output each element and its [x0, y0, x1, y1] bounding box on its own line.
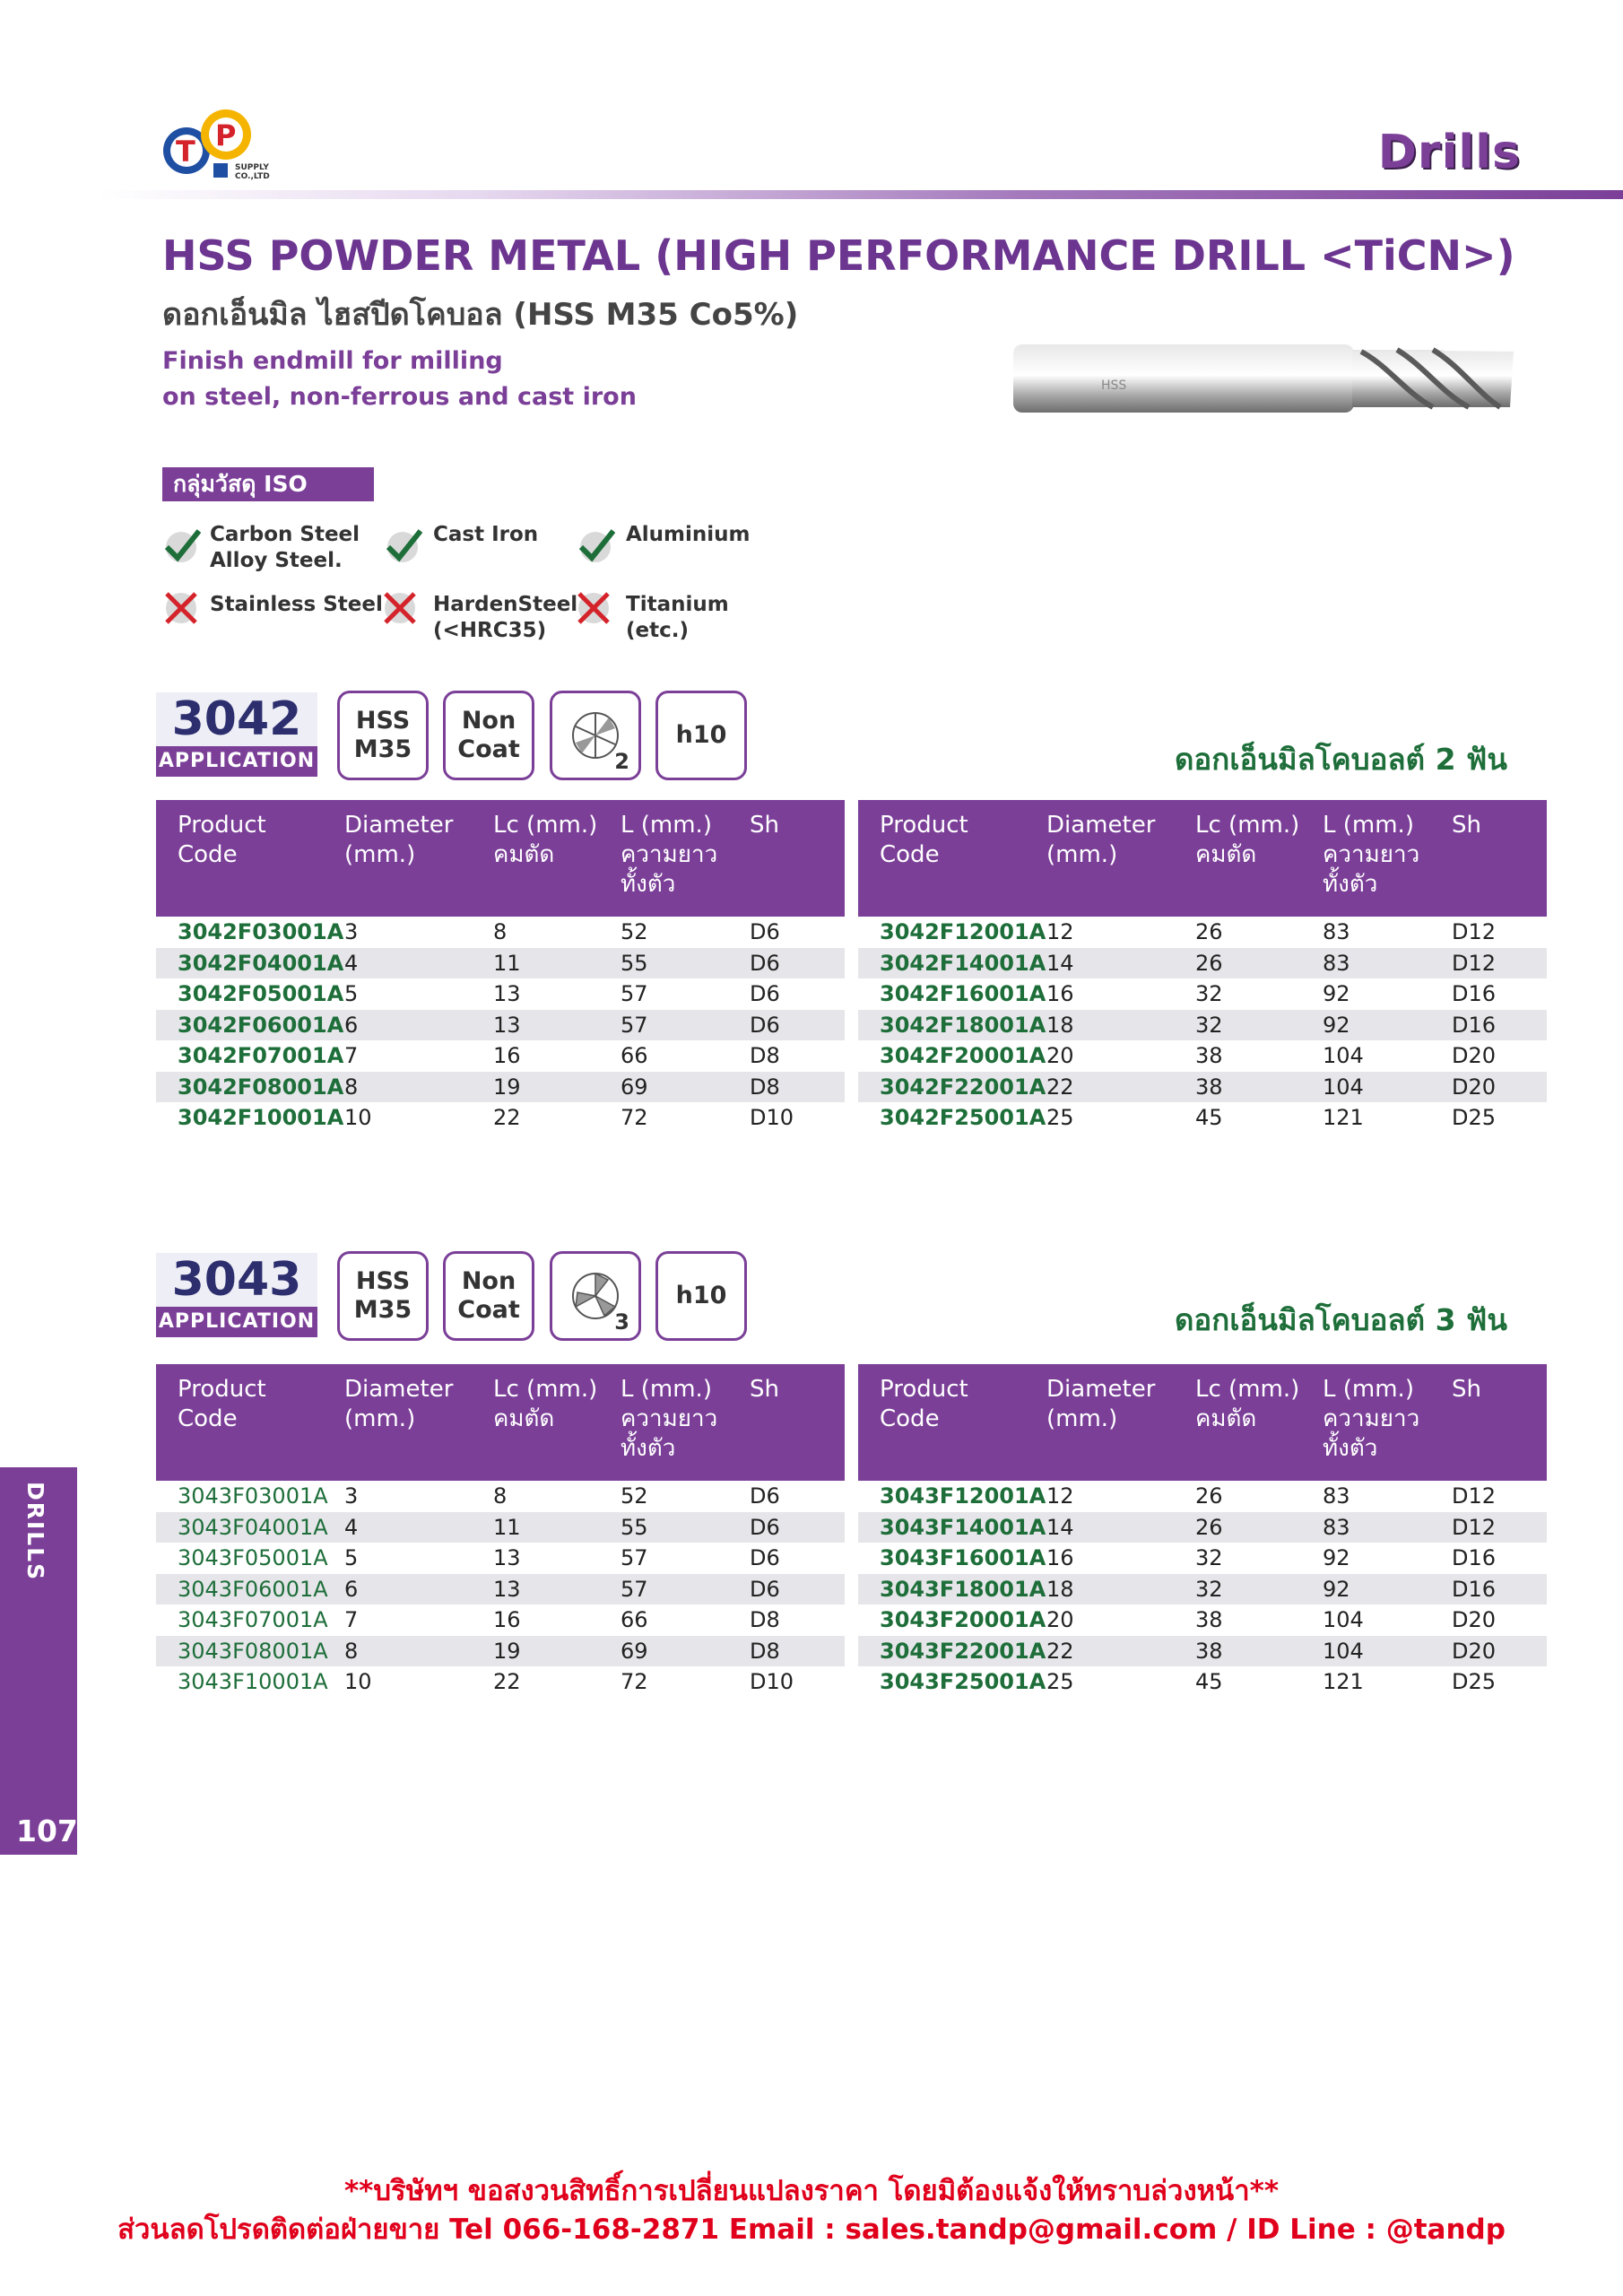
col-l: L (mm.) ความยาว ทั้งตัว — [621, 800, 750, 917]
length-cell: 69 — [621, 1072, 750, 1103]
diameter-cell: 7 — [344, 1043, 359, 1068]
table-row — [156, 1481, 845, 1512]
table-row — [156, 1072, 845, 1103]
shank-cell: D8 — [750, 1072, 845, 1103]
table-row — [858, 1072, 1547, 1103]
shank-cell: D25 — [1452, 1105, 1497, 1130]
lc-cell: 13 — [493, 1574, 621, 1605]
lc-cell: 11 — [493, 1512, 621, 1544]
lc-cell: 26 — [1195, 919, 1223, 944]
badge-tolerance: h10 — [655, 691, 747, 780]
col-lc: Lc (mm.) คมตัด — [493, 1364, 621, 1481]
material-carbon-steel: Carbon Steel Alloy Steel. — [210, 523, 360, 572]
product-code-cell: 3042F12001A — [880, 919, 1046, 944]
length-cell: 83 — [1323, 919, 1350, 944]
cross-icon — [380, 587, 420, 626]
table-row — [156, 1102, 845, 1134]
lc-cell: 8 — [493, 919, 508, 944]
shank-cell: D10 — [750, 1669, 794, 1694]
table-row — [858, 1512, 1547, 1544]
shank-cell: D16 — [1452, 981, 1497, 1006]
product-description: Finish endmill for milling on steel, non-ferrous and cast iron — [162, 347, 637, 411]
product-code-cell: 3043F04001A — [156, 1512, 344, 1544]
length-cell: 92 — [1323, 1545, 1350, 1570]
badge-coating: Non Coat — [443, 691, 534, 780]
lc-cell: 32 — [1195, 981, 1223, 1006]
product-code-cell: 3042F14001A — [858, 948, 1046, 979]
table-row — [156, 1010, 845, 1041]
lc-cell: 19 — [493, 1072, 621, 1103]
shank-cell: D16 — [1452, 1545, 1497, 1570]
table-row — [858, 978, 1547, 1010]
product-code-cell: 3043F05001A — [178, 1545, 328, 1570]
page-number: 107 — [16, 1813, 78, 1848]
table-row — [156, 1605, 845, 1636]
col-product-code: Product Code — [156, 800, 344, 917]
product-code-cell: 3043F12001A — [880, 1483, 1046, 1509]
lc-cell: 38 — [1195, 1636, 1323, 1667]
diameter-cell: 20 — [1046, 1043, 1074, 1068]
lc-cell: 11 — [493, 948, 621, 979]
series-number: 3042 — [156, 692, 317, 746]
col-diameter: Diameter (mm.) — [1046, 800, 1195, 917]
badge-coating: Non Coat — [443, 1251, 534, 1341]
diameter-cell: 16 — [1046, 1545, 1074, 1570]
diameter-cell: 3 — [344, 1483, 359, 1509]
shank-cell: D12 — [1452, 1512, 1547, 1544]
series-caption: ดอกเอ็นมิลโคบอลต์ 3 ฟัน — [1175, 1302, 1507, 1337]
table-row — [858, 917, 1547, 948]
length-cell: 57 — [621, 1010, 750, 1041]
product-code-cell: 3043F18001A — [858, 1574, 1046, 1605]
shank-cell: D6 — [750, 1483, 780, 1509]
diameter-cell: 12 — [1046, 1483, 1074, 1509]
length-cell: 72 — [621, 1105, 648, 1130]
diameter-cell: 14 — [1046, 948, 1195, 979]
table-row — [858, 1481, 1547, 1512]
diameter-cell: 14 — [1046, 1512, 1195, 1544]
diameter-cell: 8 — [344, 1636, 493, 1667]
table-row — [858, 1102, 1547, 1134]
length-cell: 121 — [1323, 1105, 1364, 1130]
product-code-cell: 3043F22001A — [858, 1636, 1046, 1667]
lc-cell: 22 — [493, 1669, 521, 1694]
check-icon — [383, 526, 422, 565]
spec-table-3042-right — [858, 800, 1547, 1134]
shank-cell: D6 — [750, 1010, 845, 1041]
lc-cell: 19 — [493, 1636, 621, 1667]
length-cell: 52 — [621, 1483, 648, 1509]
lc-cell: 26 — [1195, 1483, 1223, 1509]
lc-cell: 32 — [1195, 1545, 1223, 1570]
diameter-cell: 6 — [344, 1574, 493, 1605]
table-row — [156, 1574, 845, 1605]
contact-info: ส่วนลดโปรดติดต่อฝ่ายขาย Tel 066-168-2871 Email : sales.tandp@gmail.com / ID Line : @tandp — [117, 2213, 1506, 2246]
diameter-cell: 4 — [344, 948, 493, 979]
series-3043-header — [156, 1253, 317, 1339]
spec-table-3042-left — [156, 800, 845, 1134]
product-code-cell: 3042F04001A — [156, 948, 344, 979]
product-code-cell: 3042F05001A — [178, 981, 344, 1006]
diameter-cell: 25 — [1046, 1669, 1074, 1694]
shank-cell: D16 — [1452, 1010, 1547, 1041]
table-row — [156, 948, 845, 979]
col-lc: Lc (mm.) คมตัด — [493, 800, 621, 917]
table-row — [156, 1512, 845, 1544]
length-cell: 57 — [621, 981, 648, 1006]
length-cell: 72 — [621, 1669, 648, 1694]
lc-cell: 32 — [1195, 1010, 1323, 1041]
product-code-cell: 3043F06001A — [156, 1574, 344, 1605]
product-title: HSS POWDER METAL (HIGH PERFORMANCE DRILL <TiCN>) — [162, 231, 1515, 280]
shank-cell: D8 — [750, 1636, 845, 1667]
table-row — [156, 1636, 845, 1667]
product-code-cell: 3042F18001A — [858, 1010, 1046, 1041]
length-cell: 66 — [621, 1607, 648, 1632]
length-cell: 83 — [1323, 948, 1452, 979]
shank-cell: D6 — [750, 919, 780, 944]
svg-text:T: T — [176, 135, 195, 169]
lc-cell: 13 — [493, 1545, 521, 1570]
diameter-cell: 5 — [344, 1545, 359, 1570]
col-product-code: Product Code — [858, 800, 1046, 917]
col-l: L (mm.) ความยาว ทั้งตัว — [1323, 1364, 1452, 1481]
table-header — [858, 1364, 1547, 1481]
lc-cell: 22 — [493, 1105, 521, 1130]
material-aluminium: Aluminium — [626, 523, 751, 546]
lc-cell: 13 — [493, 1010, 621, 1041]
diameter-cell: 10 — [344, 1669, 372, 1694]
product-code-cell: 3043F25001A — [880, 1669, 1046, 1694]
series-number: 3043 — [156, 1253, 317, 1307]
endmill-image — [1011, 339, 1515, 418]
diameter-cell: 3 — [344, 919, 359, 944]
col-product-code: Product Code — [156, 1364, 344, 1481]
lc-cell: 38 — [1195, 1607, 1223, 1632]
table-header — [858, 800, 1547, 917]
length-cell: 104 — [1323, 1636, 1452, 1667]
length-cell: 57 — [621, 1574, 750, 1605]
table-row — [156, 1040, 845, 1072]
length-cell: 55 — [621, 1512, 750, 1544]
application-label: APPLICATION — [156, 1307, 317, 1337]
table-header — [156, 800, 845, 917]
shank-cell: D6 — [750, 1545, 780, 1570]
shank-cell: D20 — [1452, 1043, 1497, 1068]
lc-cell: 38 — [1195, 1072, 1323, 1103]
material-harden-steel: HardenSteel (<HRC35) — [433, 593, 578, 642]
diameter-cell: 5 — [344, 981, 359, 1006]
length-cell: 92 — [1323, 1010, 1452, 1041]
table-row — [858, 1010, 1547, 1041]
series-3042-header — [156, 692, 317, 778]
svg-text:P: P — [215, 118, 237, 152]
badge-tolerance: h10 — [655, 1251, 747, 1341]
shank-cell: D16 — [1452, 1574, 1547, 1605]
length-cell: 83 — [1323, 1483, 1350, 1509]
shank-cell: D20 — [1452, 1072, 1547, 1103]
table-row — [858, 948, 1547, 979]
col-sh: Sh — [1452, 1364, 1547, 1481]
length-cell: 66 — [621, 1043, 648, 1068]
lc-cell: 26 — [1195, 948, 1323, 979]
col-diameter: Diameter (mm.) — [1046, 1364, 1195, 1481]
application-label: APPLICATION — [156, 746, 317, 777]
length-cell: 55 — [621, 948, 750, 979]
shank-cell: D10 — [750, 1105, 794, 1130]
shank-cell: D6 — [750, 948, 845, 979]
diameter-cell: 25 — [1046, 1105, 1074, 1130]
spec-table-3043-right — [858, 1364, 1547, 1698]
product-code-cell: 3042F25001A — [880, 1105, 1046, 1130]
lc-cell: 8 — [493, 1483, 508, 1509]
product-code-cell: 3042F16001A — [880, 981, 1046, 1006]
table-row — [858, 1605, 1547, 1636]
col-lc: Lc (mm.) คมตัด — [1195, 1364, 1323, 1481]
badge-flutes: 2 — [550, 691, 641, 780]
shank-cell: D12 — [1452, 919, 1497, 944]
product-subtitle: ดอกเอ็นมิล ไฮสปีดโคบอล (HSS M35 Co5%) — [162, 297, 799, 333]
lc-cell: 26 — [1195, 1512, 1323, 1544]
diameter-cell: 7 — [344, 1607, 359, 1632]
length-cell: 57 — [621, 1545, 648, 1570]
shank-cell: D6 — [750, 981, 780, 1006]
length-cell: 121 — [1323, 1669, 1364, 1694]
shank-cell: D6 — [750, 1512, 845, 1544]
length-cell: 104 — [1323, 1043, 1364, 1068]
product-code-cell: 3043F20001A — [880, 1607, 1046, 1632]
shank-cell: D20 — [1452, 1607, 1497, 1632]
product-code-cell: 3043F10001A — [178, 1669, 328, 1694]
side-tab-label: DRILLS — [22, 1482, 48, 1582]
cross-icon — [574, 587, 613, 626]
diameter-cell: 4 — [344, 1512, 493, 1544]
product-code-cell: 3043F16001A — [880, 1545, 1046, 1570]
product-code-cell: 3043F08001A — [156, 1636, 344, 1667]
product-code-cell: 3042F08001A — [156, 1072, 344, 1103]
shank-cell: D12 — [1452, 1483, 1497, 1509]
diameter-cell: 10 — [344, 1105, 372, 1130]
shank-cell: D12 — [1452, 948, 1547, 979]
product-code-cell: 3043F07001A — [178, 1607, 328, 1632]
table-row — [858, 1666, 1547, 1698]
diameter-cell: 18 — [1046, 1010, 1195, 1041]
product-code-cell: 3042F22001A — [858, 1072, 1046, 1103]
table-row — [858, 1543, 1547, 1574]
shank-cell: D8 — [750, 1607, 780, 1632]
shank-cell: D8 — [750, 1043, 780, 1068]
check-icon — [576, 526, 615, 565]
diameter-cell: 16 — [1046, 981, 1074, 1006]
length-cell: 92 — [1323, 981, 1350, 1006]
table-row — [156, 1543, 845, 1574]
length-cell: 52 — [621, 919, 648, 944]
lc-cell: 13 — [493, 981, 521, 1006]
col-diameter: Diameter (mm.) — [344, 1364, 493, 1481]
product-code-cell: 3042F07001A — [178, 1043, 344, 1068]
col-sh: Sh — [750, 800, 845, 917]
shank-cell: D6 — [750, 1574, 845, 1605]
table-row — [858, 1574, 1547, 1605]
lc-cell: 32 — [1195, 1574, 1323, 1605]
length-cell: 83 — [1323, 1512, 1452, 1544]
length-cell: 69 — [621, 1636, 750, 1667]
col-sh: Sh — [750, 1364, 845, 1481]
diameter-cell: 18 — [1046, 1574, 1195, 1605]
lc-cell: 38 — [1195, 1043, 1223, 1068]
product-code-cell: 3042F03001A — [178, 919, 344, 944]
product-code-cell: 3043F14001A — [858, 1512, 1046, 1544]
table-row — [858, 1636, 1547, 1667]
col-l: L (mm.) ความยาว ทั้งตัว — [621, 1364, 750, 1481]
table-header — [156, 1364, 845, 1481]
table-row — [858, 1040, 1547, 1072]
length-cell: 104 — [1323, 1607, 1364, 1632]
col-sh: Sh — [1452, 800, 1547, 917]
col-diameter: Diameter (mm.) — [344, 800, 493, 917]
col-lc: Lc (mm.) คมตัด — [1195, 800, 1323, 917]
length-cell: 104 — [1323, 1072, 1452, 1103]
table-row — [156, 917, 845, 948]
header-gradient-bar — [99, 190, 1623, 199]
diameter-cell: 8 — [344, 1072, 493, 1103]
lc-cell: 45 — [1195, 1105, 1223, 1130]
shank-cell: D25 — [1452, 1669, 1497, 1694]
logo-subtext: SUPPLY CO.,LTD — [235, 163, 270, 181]
section-title: Drills — [1377, 126, 1521, 179]
diameter-cell: 22 — [1046, 1636, 1195, 1667]
spec-table-3043-left — [156, 1364, 845, 1698]
svg-text:HSS: HSS — [1101, 378, 1127, 393]
badge-material: HSS M35 — [337, 1251, 429, 1341]
product-code-cell: 3042F10001A — [178, 1105, 344, 1130]
price-notice: **บริษัทฯ ขอสงวนสิทธิ์การเปลี่ยนแปลงราคา โดยมิต้องแจ้งให้ทราบล่วงหน้า** — [343, 2175, 1280, 2207]
diameter-cell: 22 — [1046, 1072, 1195, 1103]
diameter-cell: 20 — [1046, 1607, 1074, 1632]
badge-flutes: 3 — [550, 1251, 641, 1341]
material-stainless-steel: Stainless Steel — [210, 593, 383, 616]
badge-material: HSS M35 — [337, 691, 429, 780]
table-row — [156, 978, 845, 1010]
product-code-cell: 3042F20001A — [880, 1043, 1046, 1068]
shank-cell: D20 — [1452, 1636, 1547, 1667]
diameter-cell: 6 — [344, 1010, 493, 1041]
length-cell: 92 — [1323, 1574, 1452, 1605]
product-code-cell: 3043F03001A — [178, 1483, 328, 1509]
lc-cell: 45 — [1195, 1669, 1223, 1694]
material-cast-iron: Cast Iron — [433, 523, 539, 546]
col-product-code: Product Code — [858, 1364, 1046, 1481]
table-row — [156, 1666, 845, 1698]
lc-cell: 16 — [493, 1607, 521, 1632]
iso-material-label: กลุ่มวัสดุ ISO — [162, 467, 374, 501]
lc-cell: 16 — [493, 1043, 521, 1068]
material-titanium: Titanium (etc.) — [626, 593, 729, 642]
series-caption: ดอกเอ็นมิลโคบอลต์ 2 ฟัน — [1175, 742, 1507, 777]
cross-icon — [161, 587, 201, 626]
product-code-cell: 3042F06001A — [156, 1010, 344, 1041]
col-l: L (mm.) ความยาว ทั้งตัว — [1323, 800, 1452, 917]
check-icon — [161, 526, 201, 565]
diameter-cell: 12 — [1046, 919, 1074, 944]
